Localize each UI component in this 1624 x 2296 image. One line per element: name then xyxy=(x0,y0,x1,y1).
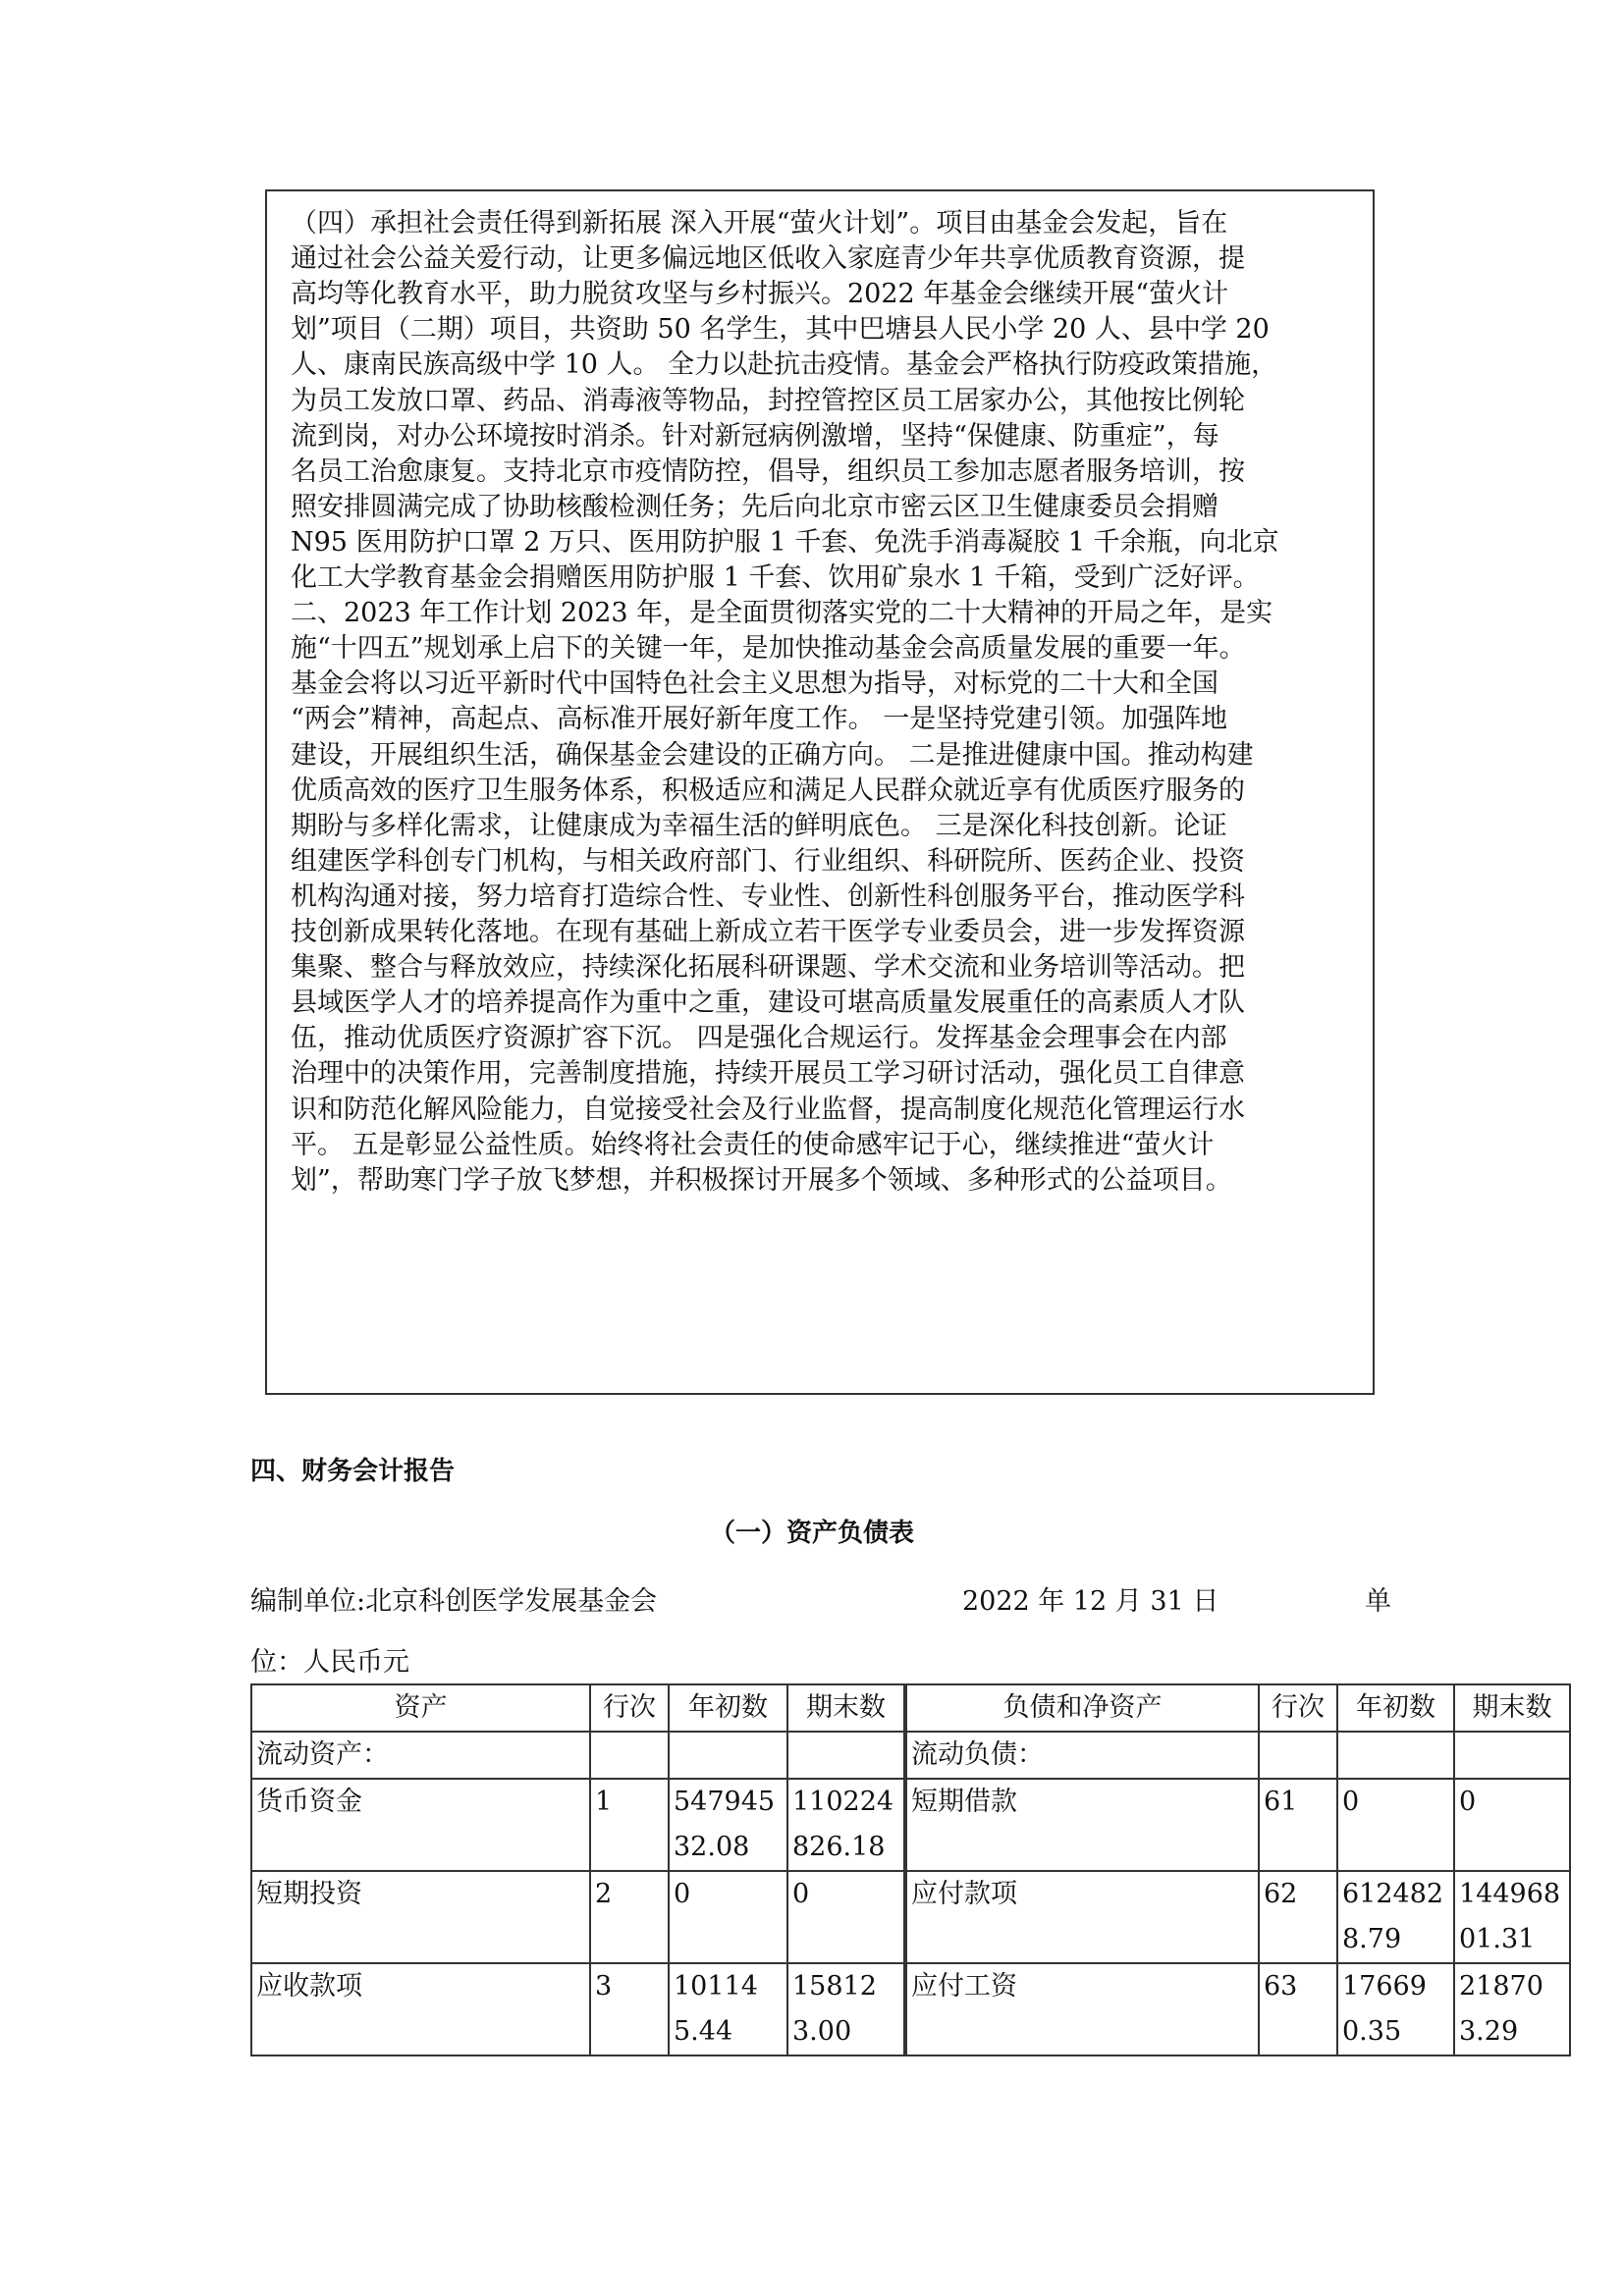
asset-closing-cell xyxy=(787,1732,905,1779)
header-closing: 期末数 xyxy=(1454,1684,1570,1732)
header-opening: 年初数 xyxy=(669,1684,787,1732)
liability-closing-cell: 218703.29 xyxy=(1454,1963,1570,2056)
narrative-line: 高均等化教育水平，助力脱贫攻坚与乡村振兴。2022 年基金会继续开展“萤火计 xyxy=(291,279,1229,309)
liability-closing-cell: 14496801.31 xyxy=(1454,1871,1570,1963)
liability-line-no-cell: 62 xyxy=(1259,1871,1337,1963)
narrative-line: 人、康南民族高级中学 10 人。 全力以赴抗击疫情。基金会严格执行防疫政策措施， xyxy=(291,349,1278,380)
balance-sheet-table xyxy=(250,1683,1571,2056)
header-assets: 资产 xyxy=(251,1684,590,1732)
table-title: （一）资产负债表 xyxy=(709,1519,914,1548)
narrative-line: 平。 五是彰显公益性质。始终将社会责任的使命感牢记于心，继续推进“萤火计 xyxy=(291,1130,1215,1160)
asset-line-no-cell: 3 xyxy=(590,1963,669,2056)
asset-opening-cell: 101145.44 xyxy=(669,1963,787,2056)
narrative-line: 组建医学科创专门机构，与相关政府部门、行业组织、科研院所、医药企业、投资 xyxy=(291,846,1245,877)
narrative-line: 二、2023 年工作计划 2023 年，是全面贯彻落实党的二十大精神的开局之年，是实 xyxy=(291,598,1273,628)
liability-closing-cell xyxy=(1454,1732,1570,1779)
asset-line-no-cell: 1 xyxy=(590,1779,669,1871)
narrative-line: 集聚、整合与释放效应，持续深化拓展科研课题、学术交流和业务培训等活动。把 xyxy=(291,952,1245,983)
liability-closing-cell: 0 xyxy=(1454,1779,1570,1871)
asset-name-cell: 流动资产： xyxy=(251,1732,590,1779)
narrative-line: 优质高效的医疗卫生服务体系，积极适应和满足人民群众就近享有优质医疗服务的 xyxy=(291,775,1245,806)
table-header-row xyxy=(251,1684,1570,1732)
narrative-line: 流到岗，对办公环境按时消杀。针对新冠病例激增，坚持“保健康、防重症”，每 xyxy=(291,421,1219,452)
table-row xyxy=(251,1871,1570,1963)
narrative-line: 划”项目（二期）项目，共资助 50 名学生，其中巴塘县人民小学 20 人、县中学 20 xyxy=(291,314,1270,345)
narrative-line: 施“十四五”规划承上启下的关键一年，是加快推动基金会高质量发展的重要一年。 xyxy=(291,633,1246,664)
header-opening: 年初数 xyxy=(1337,1684,1454,1732)
narrative-line: 基金会将以习近平新时代中国特色社会主义思想为指导，对标党的二十大和全国 xyxy=(291,668,1218,699)
narrative-line: 化工大学教育基金会捐赠医用防护服 1 千套、饮用矿泉水 1 千箱，受到广泛好评。 xyxy=(291,562,1260,593)
narrative-line: 通过社会公益关爱行动，让更多偏远地区低收入家庭青少年共享优质教育资源，提 xyxy=(291,243,1245,274)
liability-opening-cell: 6124828.79 xyxy=(1337,1871,1454,1963)
narrative-line: （四）承担社会责任得到新拓展 深入开展“萤火计划”。项目由基金会发起，旨在 xyxy=(291,208,1228,239)
liability-opening-cell: 176690.35 xyxy=(1337,1963,1454,2056)
liability-name-cell: 应付工资 xyxy=(905,1963,1259,2056)
asset-opening-cell: 0 xyxy=(669,1871,787,1963)
header-liabilities: 负债和净资产 xyxy=(905,1684,1259,1732)
liability-line-no-cell xyxy=(1259,1732,1337,1779)
asset-name-cell: 货币资金 xyxy=(251,1779,590,1871)
liability-opening-cell: 0 xyxy=(1337,1779,1454,1871)
currency-unit-prefix: 单 xyxy=(1365,1586,1391,1617)
section-title: 四、财务会计报告 xyxy=(250,1457,456,1486)
liability-name-cell: 短期借款 xyxy=(905,1779,1259,1871)
asset-closing-cell: 110224826.18 xyxy=(787,1779,905,1871)
liability-opening-cell xyxy=(1337,1732,1454,1779)
asset-line-no-cell: 2 xyxy=(590,1871,669,1963)
asset-line-no-cell xyxy=(590,1732,669,1779)
narrative-line: 照安排圆满完成了协助核酸检测任务；先后向北京市密云区卫生健康委员会捐赠 xyxy=(291,492,1218,522)
asset-name-cell: 应收款项 xyxy=(251,1963,590,2056)
header-line-no: 行次 xyxy=(1259,1684,1337,1732)
asset-name-cell: 短期投资 xyxy=(251,1871,590,1963)
liability-line-no-cell: 63 xyxy=(1259,1963,1337,2056)
header-line-no: 行次 xyxy=(590,1684,669,1732)
asset-opening-cell: 54794532.08 xyxy=(669,1779,787,1871)
header-closing: 期末数 xyxy=(787,1684,905,1732)
preparer-unit: 编制单位:北京科创医学发展基金会 xyxy=(250,1586,658,1617)
narrative-line: 伍，推动优质医疗资源扩容下沉。 四是强化合规运行。发挥基金会理事会在内部 xyxy=(291,1023,1227,1053)
currency-unit: 位：人民币元 xyxy=(250,1647,409,1678)
narrative-line: 技创新成果转化落地。在现有基础上新成立若干医学专业委员会，进一步发挥资源 xyxy=(291,917,1245,947)
narrative-line: 期盼与多样化需求，让健康成为幸福生活的鲜明底色。 三是深化科技创新。论证 xyxy=(291,811,1227,841)
asset-closing-cell: 158123.00 xyxy=(787,1963,905,2056)
narrative-line: 治理中的决策作用，完善制度措施，持续开展员工学习研讨活动，强化员工自律意 xyxy=(291,1058,1245,1089)
asset-closing-cell: 0 xyxy=(787,1871,905,1963)
table-row xyxy=(251,1779,1570,1871)
liability-name-cell: 流动负债： xyxy=(905,1732,1259,1779)
narrative-line: N95 医用防护口罩 2 万只、医用防护服 1 千套、免洗手消毒凝胶 1 千余瓶，向北京 xyxy=(291,527,1279,558)
narrative-line: 机构沟通对接，努力培育打造综合性、专业性、创新性科创服务平台，推动医学科 xyxy=(291,881,1245,912)
table-row xyxy=(251,1963,1570,2056)
narrative-line: 名员工治愈康复。支持北京市疫情防控，倡导，组织员工参加志愿者服务培训，按 xyxy=(291,456,1245,487)
asset-opening-cell xyxy=(669,1732,787,1779)
liability-line-no-cell: 61 xyxy=(1259,1779,1337,1871)
narrative-line: 建设，开展组织生活，确保基金会建设的正确方向。 二是推进健康中国。推动构建 xyxy=(291,740,1254,771)
table-row xyxy=(251,1732,1570,1779)
narrative-line: 识和防范化解风险能力，自觉接受社会及行业监督，提高制度化规范化管理运行水 xyxy=(291,1095,1245,1125)
narrative-line: 为员工发放口罩、药品、消毒液等物品，封控管控区员工居家办公，其他按比例轮 xyxy=(291,386,1245,416)
narrative-line: 划”，帮助寒门学子放飞梦想，并积极探讨开展多个领域、多种形式的公益项目。 xyxy=(291,1165,1232,1196)
liability-name-cell: 应付款项 xyxy=(905,1871,1259,1963)
report-date: 2022 年 12 月 31 日 xyxy=(962,1586,1219,1617)
narrative-line: 县域医学人才的培养提高作为重中之重，建设可堪高质量发展重任的高素质人才队 xyxy=(291,988,1245,1018)
narrative-line: “两会”精神，高起点、高标准开展好新年度工作。 一是坚持党建引领。加强阵地 xyxy=(291,704,1228,734)
